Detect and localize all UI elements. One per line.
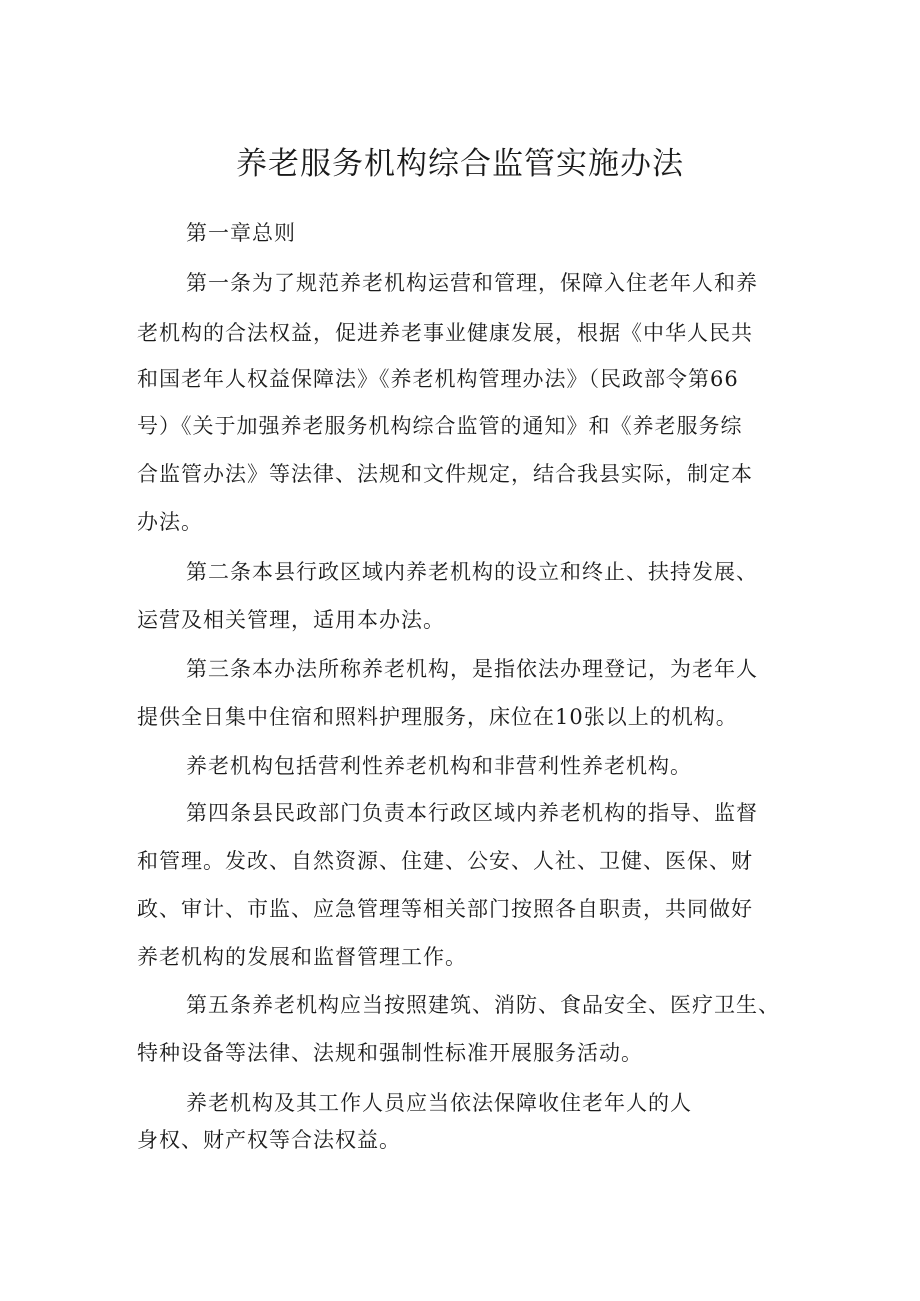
text-line: 合监管办法》等法律、法规和文件规定，结合我县实际，制定本 bbox=[137, 462, 753, 486]
text-line: 和国老年人权益保障法》《养老机构管理办法》（民政部令第66 bbox=[137, 367, 739, 391]
text-line: 第五条养老机构应当按照建筑、消防、食品安全、医疗卫生、 bbox=[186, 993, 780, 1017]
text-line: 养老机构及其工作人员应当依法保障收住老年人的人 bbox=[186, 1091, 692, 1115]
text-line: 身权、财产权等合法权益。 bbox=[137, 1128, 401, 1152]
text-line: 和管理。发改、自然资源、住建、公安、人社、卫健、医保、财 bbox=[137, 849, 753, 873]
text-line: 政、审计、市监、应急管理等相关部门按照各自职责，共同做好 bbox=[137, 897, 753, 921]
text-line: 办法。 bbox=[137, 510, 203, 534]
text-line: 提供全日集中住宿和照料护理服务，床位在10张以上的机构。 bbox=[137, 705, 738, 729]
text-line: 第一条为了规范养老机构运营和管理，保障入住老年人和养 bbox=[186, 271, 758, 295]
chapter-heading: 第一章总则 bbox=[186, 221, 296, 245]
text-line: 特种设备等法律、法规和强制性标准开展服务活动。 bbox=[137, 1041, 643, 1065]
document-title: 养老服务机构综合监管实施办法 bbox=[236, 146, 684, 182]
text-line: 运营及相关管理，适用本办法。 bbox=[137, 608, 445, 632]
text-line: 号）《关于加强养老服务机构综合监管的通知》和《养老服务综 bbox=[137, 414, 743, 438]
text-line: 第四条县民政部门负责本行政区域内养老机构的指导、监督 bbox=[186, 801, 758, 825]
text-line: 第三条本办法所称养老机构，是指依法办理登记，为老年人 bbox=[186, 657, 758, 681]
text-line: 第二条本县行政区域内养老机构的设立和终止、扶持发展、 bbox=[186, 560, 758, 584]
text-line: 养老机构包括营利性养老机构和非营利性养老机构。 bbox=[186, 754, 692, 778]
text-line: 养老机构的发展和监督管理工作。 bbox=[137, 945, 467, 969]
text-line: 老机构的合法权益，促进养老事业健康发展，根据《中华人民共 bbox=[137, 321, 753, 345]
